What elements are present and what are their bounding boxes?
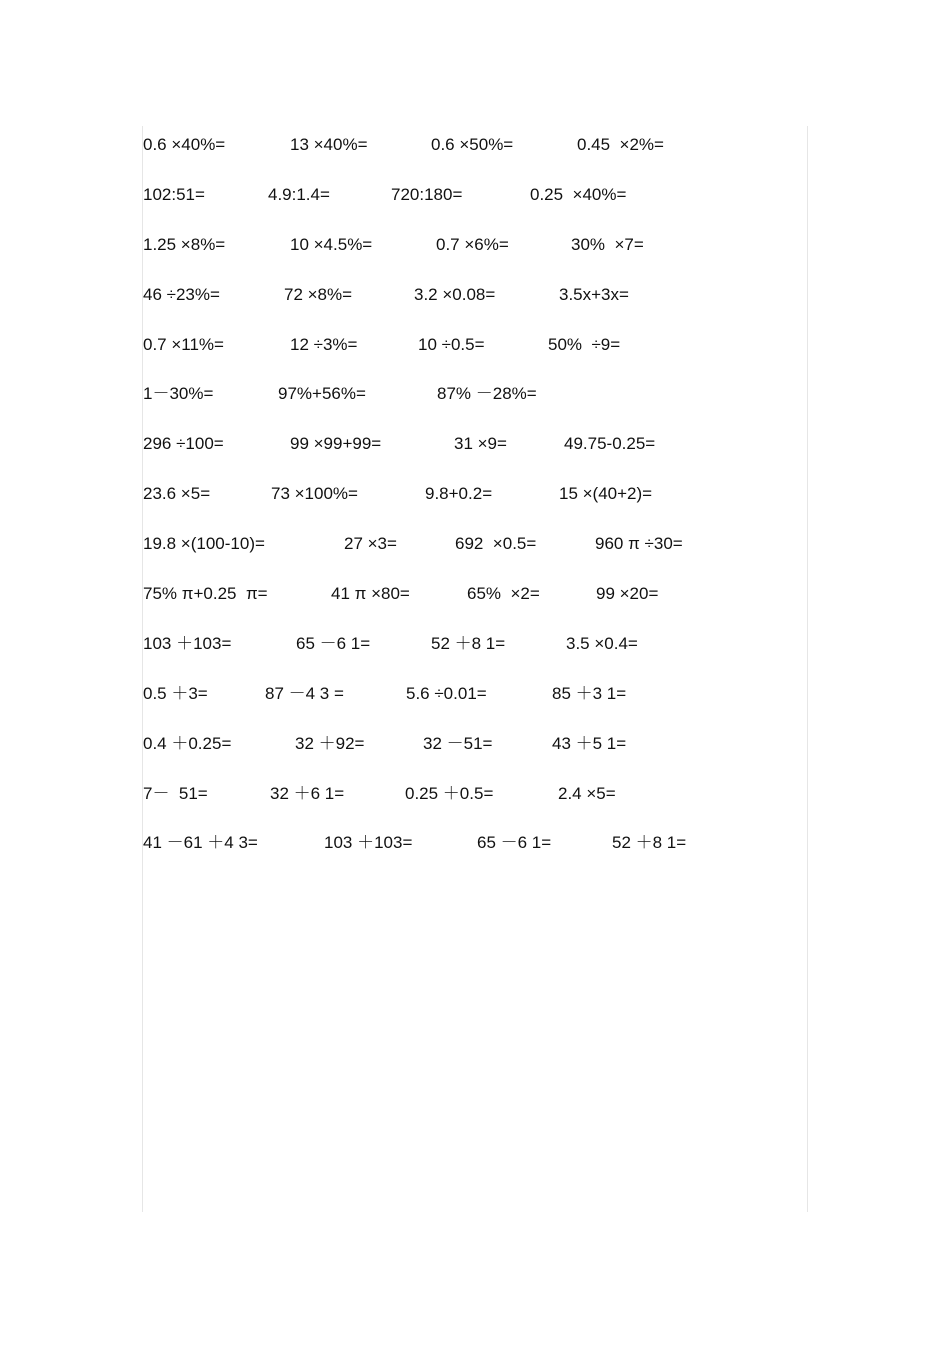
math-problem: 103 ＋103=	[324, 833, 413, 853]
problem-row	[143, 332, 793, 382]
math-problem: 0.7 ×11%=	[143, 334, 224, 354]
math-problem: 13 ×40%=	[290, 135, 368, 154]
math-problem: 72 ×8%=	[284, 284, 353, 304]
math-problem: 75% π+0.25 π=	[143, 584, 268, 604]
math-problem: 49.75-0.25=	[564, 434, 656, 454]
problem-row	[143, 731, 793, 781]
problem-row	[143, 581, 793, 631]
math-problem: 87% －28%=	[437, 384, 537, 404]
math-problem: 1.25 ×8%=	[143, 234, 226, 254]
math-problem: 30% ×7=	[571, 234, 644, 254]
math-problem: 41 π ×80=	[331, 584, 410, 604]
math-problem: 9.8+0.2=	[425, 484, 493, 504]
math-problem: 0.25 ×40%=	[530, 184, 627, 204]
math-problem: 31 ×9=	[454, 434, 507, 454]
math-problem: 43 ＋5 1=	[552, 733, 627, 753]
math-problem: 960 π ÷30=	[595, 534, 683, 554]
math-problem: 102:51=	[143, 184, 205, 204]
math-problem: 32 －51=	[423, 733, 493, 753]
problem-row	[143, 381, 793, 431]
math-problem: 692 ×0.5=	[455, 534, 537, 554]
math-problem: 65 －6 1=	[296, 633, 371, 653]
math-problem: 2.4 ×5=	[558, 783, 616, 803]
problem-row	[143, 631, 793, 681]
math-problem: 19.8 ×(100-10)=	[143, 534, 265, 554]
math-problem: 41 －61 ＋4 3=	[143, 833, 258, 853]
math-problem: 65 －6 1=	[477, 833, 552, 853]
problem-row	[143, 830, 793, 880]
math-problem: 1－30%=	[143, 384, 214, 404]
math-problem: 10 ÷0.5=	[418, 334, 485, 354]
math-problem: 32 ＋6 1=	[270, 783, 345, 803]
math-problem: 85 ＋3 1=	[552, 683, 627, 703]
problem-row	[143, 282, 793, 332]
math-problem: 52 ＋8 1=	[431, 633, 506, 653]
math-problem: 15 ×(40+2)=	[559, 484, 653, 504]
math-problem: 0.45 ×2%=	[577, 135, 664, 154]
arithmetic-problem-list	[143, 132, 793, 880]
math-problem: 3.2 ×0.08=	[414, 284, 496, 304]
math-problem: 12 ÷3%=	[290, 334, 358, 354]
math-problem: 99 ×99+99=	[290, 434, 382, 454]
problem-row	[143, 781, 793, 831]
math-problem: 32 ＋92=	[295, 733, 365, 753]
math-problem: 3.5 ×0.4=	[566, 633, 638, 653]
math-problem: 23.6 ×5=	[143, 484, 211, 504]
problem-row	[143, 232, 793, 282]
math-problem: 10 ×4.5%=	[290, 234, 373, 254]
problem-row	[143, 481, 793, 531]
problem-row	[143, 531, 793, 581]
math-problem: 0.6 ×50%=	[431, 135, 514, 154]
problem-row	[143, 132, 793, 182]
math-problem: 52 ＋8 1=	[612, 833, 687, 853]
math-problem: 5.6 ÷0.01=	[406, 683, 487, 703]
math-problem: 0.7 ×6%=	[436, 234, 509, 254]
math-problem: 0.4 ＋0.25=	[143, 733, 232, 753]
math-problem: 65% ×2=	[467, 584, 540, 604]
problem-row	[143, 431, 793, 481]
math-problem: 0.6 ×40%=	[143, 135, 226, 154]
math-problem: 720:180=	[391, 184, 463, 204]
math-problem: 87 －4 3 =	[265, 683, 344, 703]
math-problem: 27 ×3=	[344, 534, 397, 554]
problem-row	[143, 182, 793, 232]
problem-row	[143, 681, 793, 731]
math-problem: 3.5x+3x=	[559, 284, 629, 304]
math-problem: 296 ÷100=	[143, 434, 224, 454]
math-problem: 4.9:1.4=	[268, 184, 330, 204]
math-problem: 99 ×20=	[596, 584, 659, 604]
math-problem: 7－ 51=	[143, 783, 208, 803]
math-problem: 0.5 ＋3=	[143, 683, 208, 703]
math-problem: 0.25 ＋0.5=	[405, 783, 494, 803]
math-problem: 103 ＋103=	[143, 633, 232, 653]
math-problem: 46 ÷23%=	[143, 284, 220, 304]
math-problem: 50% ÷9=	[548, 334, 621, 354]
math-problem: 73 ×100%=	[271, 484, 358, 504]
math-problem: 97%+56%=	[278, 384, 366, 404]
